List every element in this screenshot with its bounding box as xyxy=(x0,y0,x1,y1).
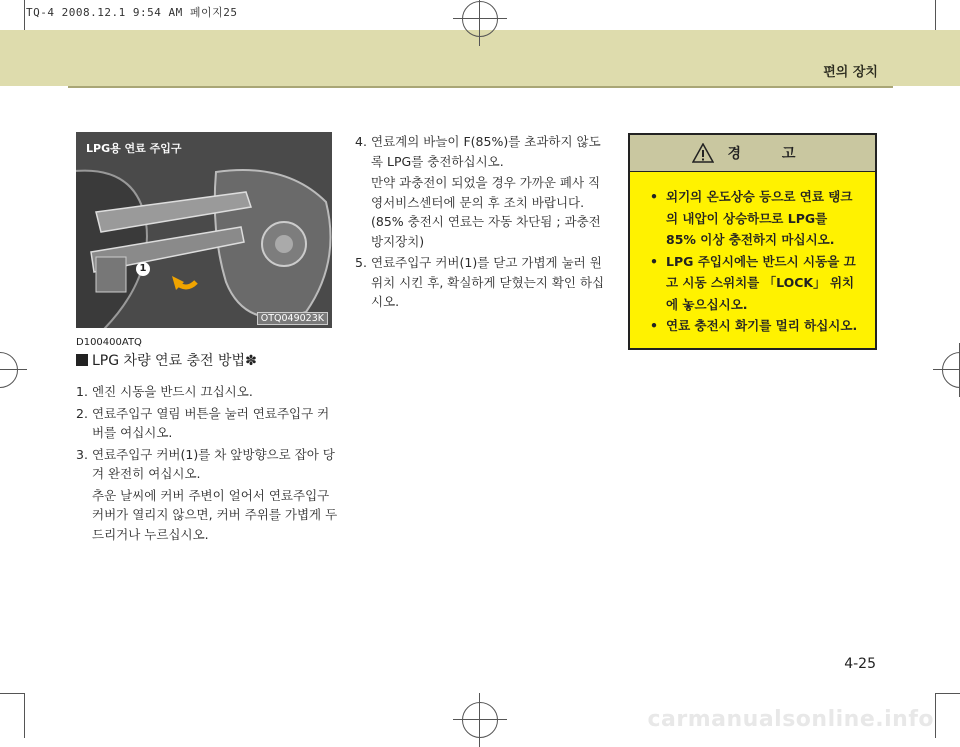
callout-marker: 1 xyxy=(136,262,150,276)
crop-mark xyxy=(0,693,24,694)
warning-header xyxy=(630,135,875,172)
warning-list xyxy=(630,186,875,337)
list-item: • 연료 충전시 화기를 멀리 하십시오. xyxy=(648,315,861,337)
steps-list-right xyxy=(355,132,605,314)
step-note: 만약 과충전이 되었을 경우 가까운 폐사 직영서비스센터에 문의 후 조치 바랍니다. (85% 충전시 연료는 자동 차단됨 ; 과충전 방지장치) xyxy=(371,175,601,249)
list-item: • LPG 주입시에는 반드시 시동을 끄고 시동 스위치를 「LOCK」 위치에 놓으십시오. xyxy=(648,251,861,316)
step-note: 추운 날씨에 커버 주변이 얼어서 연료주입구 커버가 열리지 않으면, 커버 주위를 가볍게 두드리거나 누르십시오. xyxy=(92,487,338,542)
fuel-door-illustration xyxy=(76,132,332,328)
warning-title: 경 고 xyxy=(727,146,814,162)
square-bullet-icon xyxy=(76,354,88,366)
registration-mark-icon xyxy=(462,1,498,37)
list-item xyxy=(76,382,338,402)
step-text: 연료주입구 커버(1)를 닫고 가볍게 눌러 원위치 시킨 후, 확실하게 닫혔는지 확인 하십시오. xyxy=(371,255,605,309)
list-item: • 외기의 온도상승 등으로 연료 탱크의 내압이 상승하므로 LPG를 85% 이상 충전하지 마십시오. xyxy=(648,186,861,251)
heading-text: LPG 차량 연료 충전 방법✽ xyxy=(92,353,257,369)
registration-mark-icon xyxy=(462,702,498,738)
registration-mark-icon xyxy=(0,352,18,388)
list-item xyxy=(76,404,338,443)
crop-mark xyxy=(935,693,936,738)
step-text: 연료계의 바늘이 F(85%)를 초과하지 않도록 LPG를 충전하십시오. xyxy=(371,134,601,169)
figure-label: LPG용 연료 주입구 xyxy=(86,142,182,155)
reference-code: D100400ATQ xyxy=(76,337,142,348)
section-title: 편의 장치 xyxy=(823,65,878,80)
list-item xyxy=(76,445,338,545)
fuel-door-photo xyxy=(76,132,332,328)
procedure-heading xyxy=(76,350,257,370)
figure-code: OTQ049023K xyxy=(257,312,328,325)
warning-box xyxy=(628,133,877,350)
list-item xyxy=(355,253,605,312)
step-text: 엔진 시동을 반드시 끄십시오. xyxy=(92,384,253,399)
step-text: 연료주입구 열림 버튼을 눌러 연료주입구 커버를 여십시오. xyxy=(92,405,330,440)
steps-list-left xyxy=(76,382,338,546)
page-header xyxy=(0,30,960,86)
header-rule xyxy=(68,86,893,88)
step-number: 5. xyxy=(355,255,367,270)
list-item xyxy=(355,132,605,251)
step-text: 연료주입구 커버(1)를 차 앞방향으로 잡아 당겨 완전히 여십시오. xyxy=(92,446,335,481)
warning-triangle-icon xyxy=(692,143,714,163)
crop-mark xyxy=(24,693,25,738)
step-number: 1. xyxy=(76,384,88,399)
crop-mark xyxy=(936,693,960,694)
print-info: TQ-4 2008.12.1 9:54 AM 페이지25 xyxy=(26,6,238,19)
registration-mark-icon xyxy=(942,352,960,388)
step-number: 2. xyxy=(76,405,88,421)
step-number: 4. xyxy=(355,134,367,149)
page-number: 4-25 xyxy=(844,656,876,672)
step-number: 3. xyxy=(76,446,88,462)
footer-watermark: carmanualsonline.info xyxy=(647,707,934,732)
